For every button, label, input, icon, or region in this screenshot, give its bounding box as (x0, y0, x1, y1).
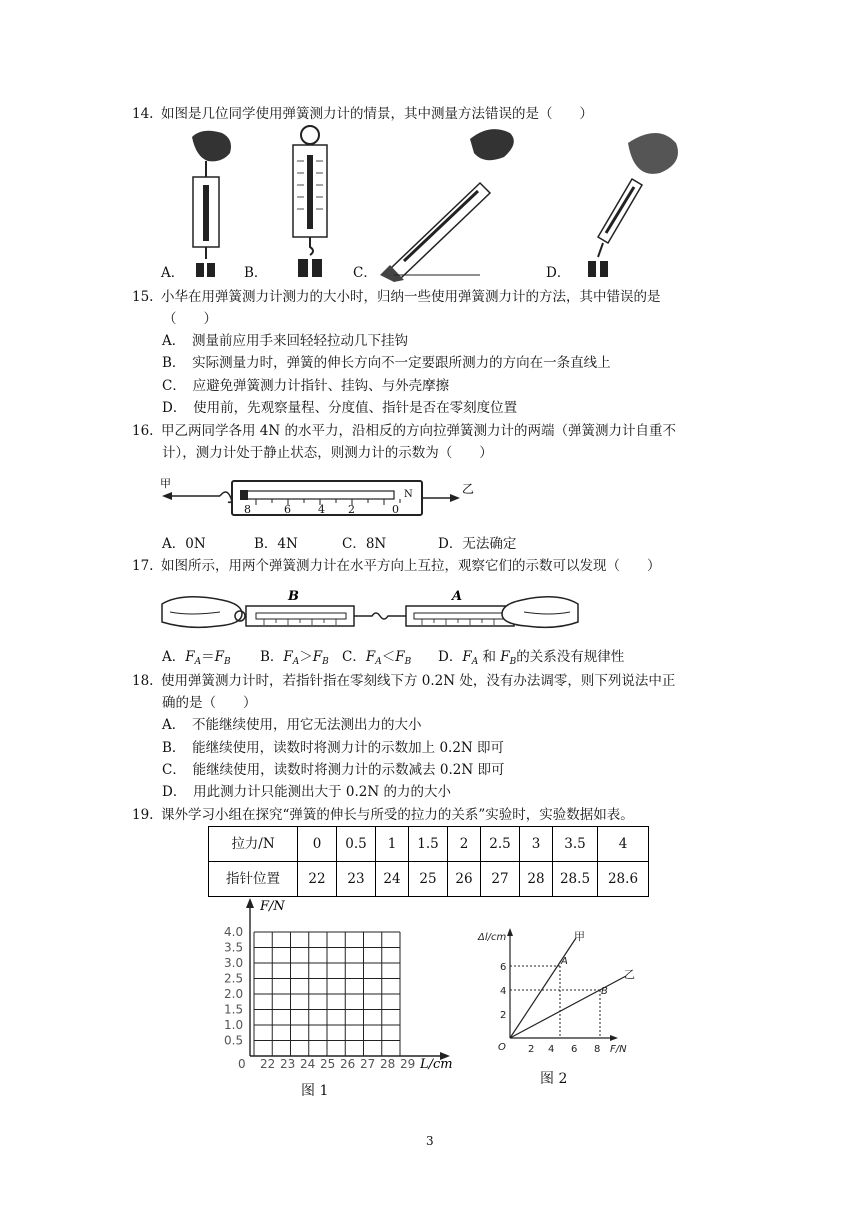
q17-options (162, 646, 624, 673)
fig1-xtick: 25 (320, 1057, 336, 1071)
table-cell: 2.5 (481, 827, 520, 862)
q18-option-a: A． 不能继续使用，用它无法测出力的大小 (162, 717, 422, 733)
fig2-point-a: A (561, 956, 568, 967)
q14-label-c: C． (353, 265, 377, 281)
q18-stem-line2: 确的是（ ） (162, 695, 257, 711)
q17-option-c: C．$F_A<F_B$ (342, 649, 412, 667)
fig1-xtick: 26 (340, 1057, 356, 1071)
table-cell: 24 (376, 862, 409, 897)
q16-option-b: B．4N (254, 536, 298, 552)
q16-scale-2: 2 (348, 503, 355, 516)
table-cell: 0.5 (337, 827, 376, 862)
table-cell: 27 (481, 862, 520, 897)
q18-option-d: D． 用此测力计只能测出大于 0.2N 的力的大小 (162, 784, 451, 800)
q14-label-b: B． (244, 265, 268, 281)
q16-scale-unit: N (404, 489, 413, 500)
fig2-line-jia: 甲 (574, 930, 585, 943)
q16-option-a: A．0N (162, 536, 206, 552)
q15-option-b: B． 实际测量力时，弹簧的伸长方向不一定要跟所测力的方向在一条直线上 (162, 355, 611, 371)
fig1-origin: 0 (238, 1057, 246, 1071)
table-row (209, 862, 649, 897)
q16-option-d: D．无法确定 (438, 536, 517, 552)
fig1-xtick: 24 (300, 1057, 316, 1071)
table-cell: 3 (520, 827, 553, 862)
fig1-ytick: 1.0 (224, 1018, 244, 1032)
table-cell: 23 (337, 862, 376, 897)
fig2-caption: 图 2 (540, 1071, 568, 1087)
q14-stem: 14. 如图是几位同学使用弹簧测力计的情景，其中测量方法错误的是（ ） (132, 106, 593, 122)
table-cell: 3.5 (553, 827, 598, 862)
q14-meter-d (588, 133, 678, 277)
table-cell: 1 (376, 827, 409, 862)
q16-options (162, 533, 516, 555)
table-cell: 4 (598, 827, 649, 862)
fig1-caption: 图 1 (301, 1083, 329, 1099)
fig2-x-title: F/N (610, 1044, 627, 1055)
table-cell: 28.5 (553, 862, 598, 897)
q16-stem-line2: 计），测力计处于静止状态，则测力计的示数为（ ） (162, 445, 493, 461)
table-head-position: 指针位置 (209, 862, 298, 897)
page-number: 3 (426, 1134, 434, 1148)
fig1-ytick: 2.0 (224, 987, 244, 1001)
fig2-line-yi: 乙 (624, 968, 635, 981)
table-cell: 1.5 (409, 827, 448, 862)
fig2-ytick: 6 (500, 962, 507, 973)
q17-meter-b-label: B (288, 589, 299, 604)
q17-option-d: D．$F_A$ 和 $F_B$的关系没有规律性 (438, 649, 625, 667)
fig2-ytick: 4 (500, 986, 507, 997)
fig1-xtick: 22 (260, 1057, 276, 1071)
table-cell: 0 (298, 827, 337, 862)
q14-meter-a (192, 131, 231, 277)
q16-option-c: C．8N (342, 536, 387, 552)
table-cell: 2 (448, 827, 481, 862)
table-cell: 28.6 (598, 862, 649, 897)
fig1-xtick: 23 (280, 1057, 296, 1071)
fig1-ytick: 0.5 (224, 1033, 244, 1048)
q16-scale-0: 0 (392, 503, 399, 516)
q18-option-c: C． 能继续使用，读数时将测力计的示数减去 0.2N 即可 (162, 762, 505, 778)
q19-data-table (208, 826, 649, 897)
q14-label-a: A． (161, 265, 185, 281)
q17-stem: 17. 如图所示，用两个弹簧测力计在水平方向上互拉，观察它们的示数可以发现（ ） (132, 558, 661, 574)
q16-left-label: 甲 (160, 477, 171, 490)
fig2-xtick: 4 (548, 1044, 555, 1055)
q14-meter-b (293, 126, 327, 277)
fig2-xtick: 2 (528, 1044, 535, 1055)
fig1-ytick: 4.0 (224, 925, 244, 939)
table-head-force: 拉力/N (209, 827, 298, 862)
fig2-y-title: Δl/cm (478, 932, 507, 943)
fig1-xtick: 29 (400, 1057, 416, 1071)
q16-right-label: 乙 (462, 482, 475, 496)
q17-meter-a-label: A (452, 589, 463, 604)
fig1-ytick: 3.5 (224, 940, 244, 955)
q17-figure (160, 582, 580, 642)
q14-figure (180, 125, 680, 282)
q19-stem: 19. 课外学习小组在探究“弹簧的伸长与所受的拉力的关系”实验时，实验数据如表。 (132, 807, 634, 823)
fig1-ytick: 1.5 (224, 1002, 244, 1017)
fig1-ytick: 2.5 (224, 971, 244, 986)
q15-option-d: D． 使用前，先观察量程、分度值、指针是否在零刻度位置 (162, 400, 518, 416)
table-cell: 26 (448, 862, 481, 897)
table-row (209, 827, 649, 862)
q18-stem: 18. 使用弹簧测力计时，若指针指在零刻线下方 0.2N 处，没有办法调零，则下列说法中正 (132, 673, 676, 689)
q15-option-a: A． 测量前应用手来回轻轻拉动几下挂钩 (162, 333, 408, 349)
q16-scale-6: 6 (284, 503, 291, 516)
table-cell: 25 (409, 862, 448, 897)
fig2-origin: O (498, 1042, 506, 1053)
table-cell: 28 (520, 862, 553, 897)
q14-label-d: D． (546, 265, 571, 281)
q14-meter-c (380, 129, 514, 282)
q19-figure-1-grid (214, 896, 464, 1072)
q16-scale-4: 4 (318, 503, 325, 516)
table-cell: 22 (298, 862, 337, 897)
fig1-ytick: 3.0 (224, 956, 244, 970)
q15-option-c: C． 应避免弹簧测力计指针、挂钩、与外壳摩擦 (162, 378, 450, 394)
q16-figure (160, 473, 500, 523)
fig2-point-b: B (601, 986, 608, 997)
q17-option-b: B．$F_A>F_B$ (260, 649, 329, 667)
fig2-xtick: 6 (571, 1044, 578, 1055)
fig1-xtick: 27 (360, 1057, 376, 1071)
q15-stem: 15. 小华在用弹簧测力计测力的大小时，归纳一些使用弹簧测力计的方法，其中错误的是 (132, 289, 661, 305)
fig1-y-title: F/N (260, 899, 285, 914)
fig2-xtick: 8 (594, 1044, 601, 1055)
fig1-xtick: 28 (380, 1057, 396, 1071)
fig1-x-title: L/cm (420, 1057, 453, 1072)
q18-option-b: B． 能继续使用，读数时将测力计的示数加上 0.2N 即可 (162, 740, 505, 756)
q16-stem: 16. 甲乙两同学各用 4N 的水平力，沿相反的方向拉弹簧测力计的两端（弹簧测力计自重不 (132, 423, 676, 439)
q16-scale-8: 8 (244, 503, 251, 516)
q15-stem-line2: （ ） (163, 311, 217, 327)
fig2-ytick: 2 (500, 1010, 507, 1021)
q19-figure-2-graph (476, 922, 646, 1062)
q17-option-a: A．$F_A=F_B$ (162, 649, 231, 667)
